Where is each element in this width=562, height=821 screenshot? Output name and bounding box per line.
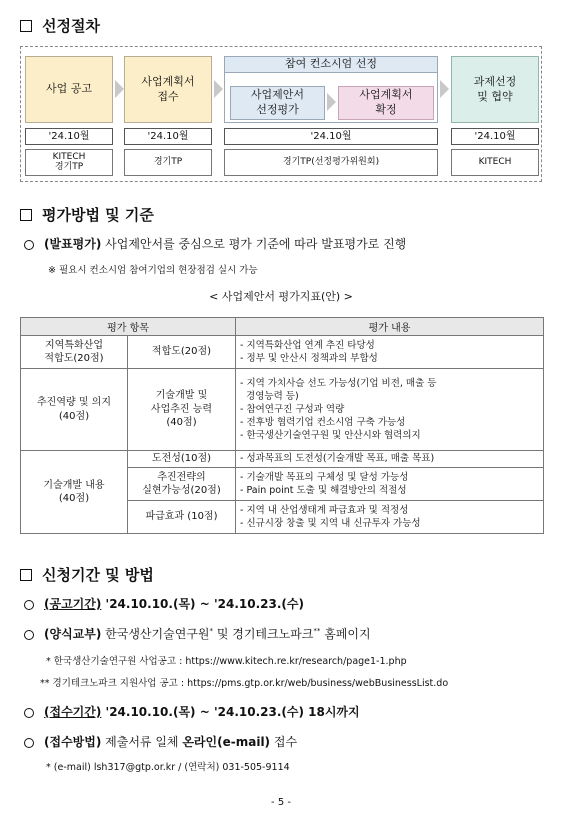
line-text: 한국생산기술연구원: [101, 627, 210, 641]
line-text: 및 경기테크노파크: [213, 627, 314, 641]
eval-note: ※ 필요시 컨소시엄 참여기업의 현장점검 실시 가능: [48, 265, 258, 276]
content-item: - 정부 및 안산시 정책과의 부합성: [240, 353, 378, 364]
step-label: 과제선정 및 협약: [473, 74, 517, 103]
content-item: - 기술개발 목표의 구체성 및 달성 가능성: [240, 471, 409, 483]
line-prefix: (공고기간): [44, 597, 102, 611]
line-text-bold: 온라인(e-mail): [182, 735, 271, 749]
table-header-row: [21, 318, 544, 336]
table-row: [21, 369, 544, 451]
line-prefix: (접수방법): [44, 735, 102, 749]
step-proposal-evaluation: [230, 86, 325, 120]
line-text: 접수: [270, 735, 298, 749]
header-cell: 평가 항목: [21, 318, 236, 336]
content-item: - 한국생산기술연구원 및 안산시와 협력의지: [240, 430, 421, 442]
step-org: [25, 149, 113, 176]
section-title-evaluation: [20, 204, 154, 225]
eval-text: 사업제안서를 중심으로 평가 기준에 따라 발표평가로 진행: [101, 237, 407, 251]
content-cell: [236, 501, 544, 534]
date-text: '24.10월: [147, 130, 189, 142]
org-text: 경기TP: [153, 157, 183, 168]
square-bullet-icon: [20, 209, 32, 221]
category-cell: 지역특화산업 적합도(20점): [21, 336, 128, 369]
announcement-period-line: [24, 595, 304, 612]
section-title-selection: [20, 15, 100, 36]
subcategory-cell: 추진전략의 실현가능성(20점): [128, 468, 236, 501]
content-item: - 참여연구진 구성과 역량: [240, 403, 345, 415]
circle-bullet-icon: [24, 600, 34, 610]
content-item: - 지역특화산업 연계 추진 타당성: [240, 339, 375, 351]
line-text: '24.10.10.(목) ~ '24.10.23.(수): [101, 597, 304, 611]
kitech-link-note: * 한국생산기술연구원 사업공고 : https://www.kitech.re.kr/research/page1-1.php: [46, 656, 407, 667]
circle-bullet-icon: [24, 630, 34, 640]
step-date: [25, 128, 113, 145]
step-announcement: [25, 56, 113, 123]
step-org: [124, 149, 212, 176]
footnote-mark: **: [313, 627, 321, 635]
content-cell: [236, 468, 544, 501]
step-plan-receipt: [124, 56, 212, 123]
step-org: [224, 149, 438, 176]
content-cell: [236, 336, 544, 369]
step-label: 사업 공고: [45, 82, 92, 96]
line-text: '24.10.10.(목) ~ '24.10.23.(수) 18시까지: [101, 705, 360, 719]
contact-note: * (e-mail) lsh317@gtp.or.kr / (연락처) 031-505-9114: [46, 762, 290, 773]
subcategory-cell: 파급효과 (10점): [128, 501, 236, 534]
section-title-text: 선정절차: [42, 17, 100, 35]
content-item: - 성과목표의 도전성(기술개발 목표, 매출 목표): [240, 453, 435, 465]
circle-bullet-icon: [24, 738, 34, 748]
step-org: [451, 149, 539, 176]
arrow-icon: [115, 80, 124, 98]
eval-method-line: [24, 235, 406, 252]
arrow-icon: [440, 80, 449, 98]
subcategory-cell: 기술개발 및 사업추진 능력 (40점): [128, 369, 236, 451]
section-title-text: 평가방법 및 기준: [42, 206, 154, 224]
gtp-link-note: ** 경기테크노파크 지원사업 공고 : https://pms.gtp.or.kr/web/business/webBusinessList.do: [40, 678, 449, 689]
subcategory-cell: 적합도(20점): [128, 336, 236, 369]
step-agreement: [451, 56, 539, 123]
form-distribution-line: [24, 625, 371, 642]
step-label: 사업계획서 접수: [141, 74, 195, 103]
receipt-method-line: [24, 733, 297, 750]
arrow-icon: [327, 93, 336, 111]
page-number: - 5 -: [271, 797, 291, 808]
content-item: - 지역 가치사슬 선도 가능성(기업 비전, 매출 등: [240, 377, 437, 389]
square-bullet-icon: [20, 20, 32, 32]
square-bullet-icon: [20, 569, 32, 581]
step-date: [224, 128, 438, 145]
line-prefix: (접수기간): [44, 705, 102, 719]
footnote-mark: *: [209, 627, 213, 635]
content-item: - 신규시장 창출 및 지역 내 신규투자 가능성: [240, 518, 421, 529]
content-item: - 지역 내 산업생태계 파급효과 및 적정성: [240, 504, 409, 516]
table-title: < 사업제안서 평가지표(안) >: [209, 290, 353, 303]
receipt-period-line: [24, 703, 360, 720]
line-text: 홈페이지: [320, 627, 371, 641]
eval-prefix: (발표평가): [44, 237, 102, 251]
step-date: [124, 128, 212, 145]
arrow-icon: [214, 80, 223, 98]
date-text: '24.10월: [48, 130, 90, 142]
panel-title: [224, 56, 438, 73]
date-text: '24.10월: [474, 130, 516, 142]
org-text: 경기TP(선정평가위원회): [282, 157, 380, 168]
subcategory-cell: 도전성(10점): [128, 451, 236, 468]
category-cell: 기술개발 내용 (40점): [21, 451, 128, 534]
step-label: 사업제안서 선정평가: [250, 88, 305, 116]
line-text: 제출서류 일체: [101, 735, 183, 749]
date-text: '24.10월: [310, 130, 352, 142]
selection-flow-diagram: [20, 46, 542, 182]
section-title-text: 신청기간 및 방법: [42, 566, 154, 584]
circle-bullet-icon: [24, 708, 34, 718]
line-prefix: (양식교부): [44, 627, 102, 641]
section-title-application: [20, 564, 154, 585]
category-cell: 추진역량 및 의지 (40점): [21, 369, 128, 451]
table-row: [21, 451, 544, 468]
content-cell: [236, 451, 544, 468]
header-cell: 평가 내용: [236, 318, 544, 336]
evaluation-table: [20, 317, 544, 534]
content-item: 경영능력 등): [240, 390, 299, 402]
circle-bullet-icon: [24, 240, 34, 250]
org-text: KITECH 경기TP: [52, 151, 86, 172]
content-item: - 전후방 협력기업 컨소시엄 구축 가능성: [240, 417, 406, 429]
step-date: [451, 128, 539, 145]
org-text: KITECH: [478, 157, 512, 168]
step-plan-confirmation: [338, 86, 434, 120]
content-item: - Pain point 도출 및 해결방안의 적절성: [240, 485, 407, 496]
table-row: [21, 336, 544, 369]
panel-title-text: 참여 컨소시엄 선정: [284, 57, 377, 71]
content-cell: [236, 369, 544, 451]
step-label: 사업계획서 확정: [359, 88, 413, 116]
